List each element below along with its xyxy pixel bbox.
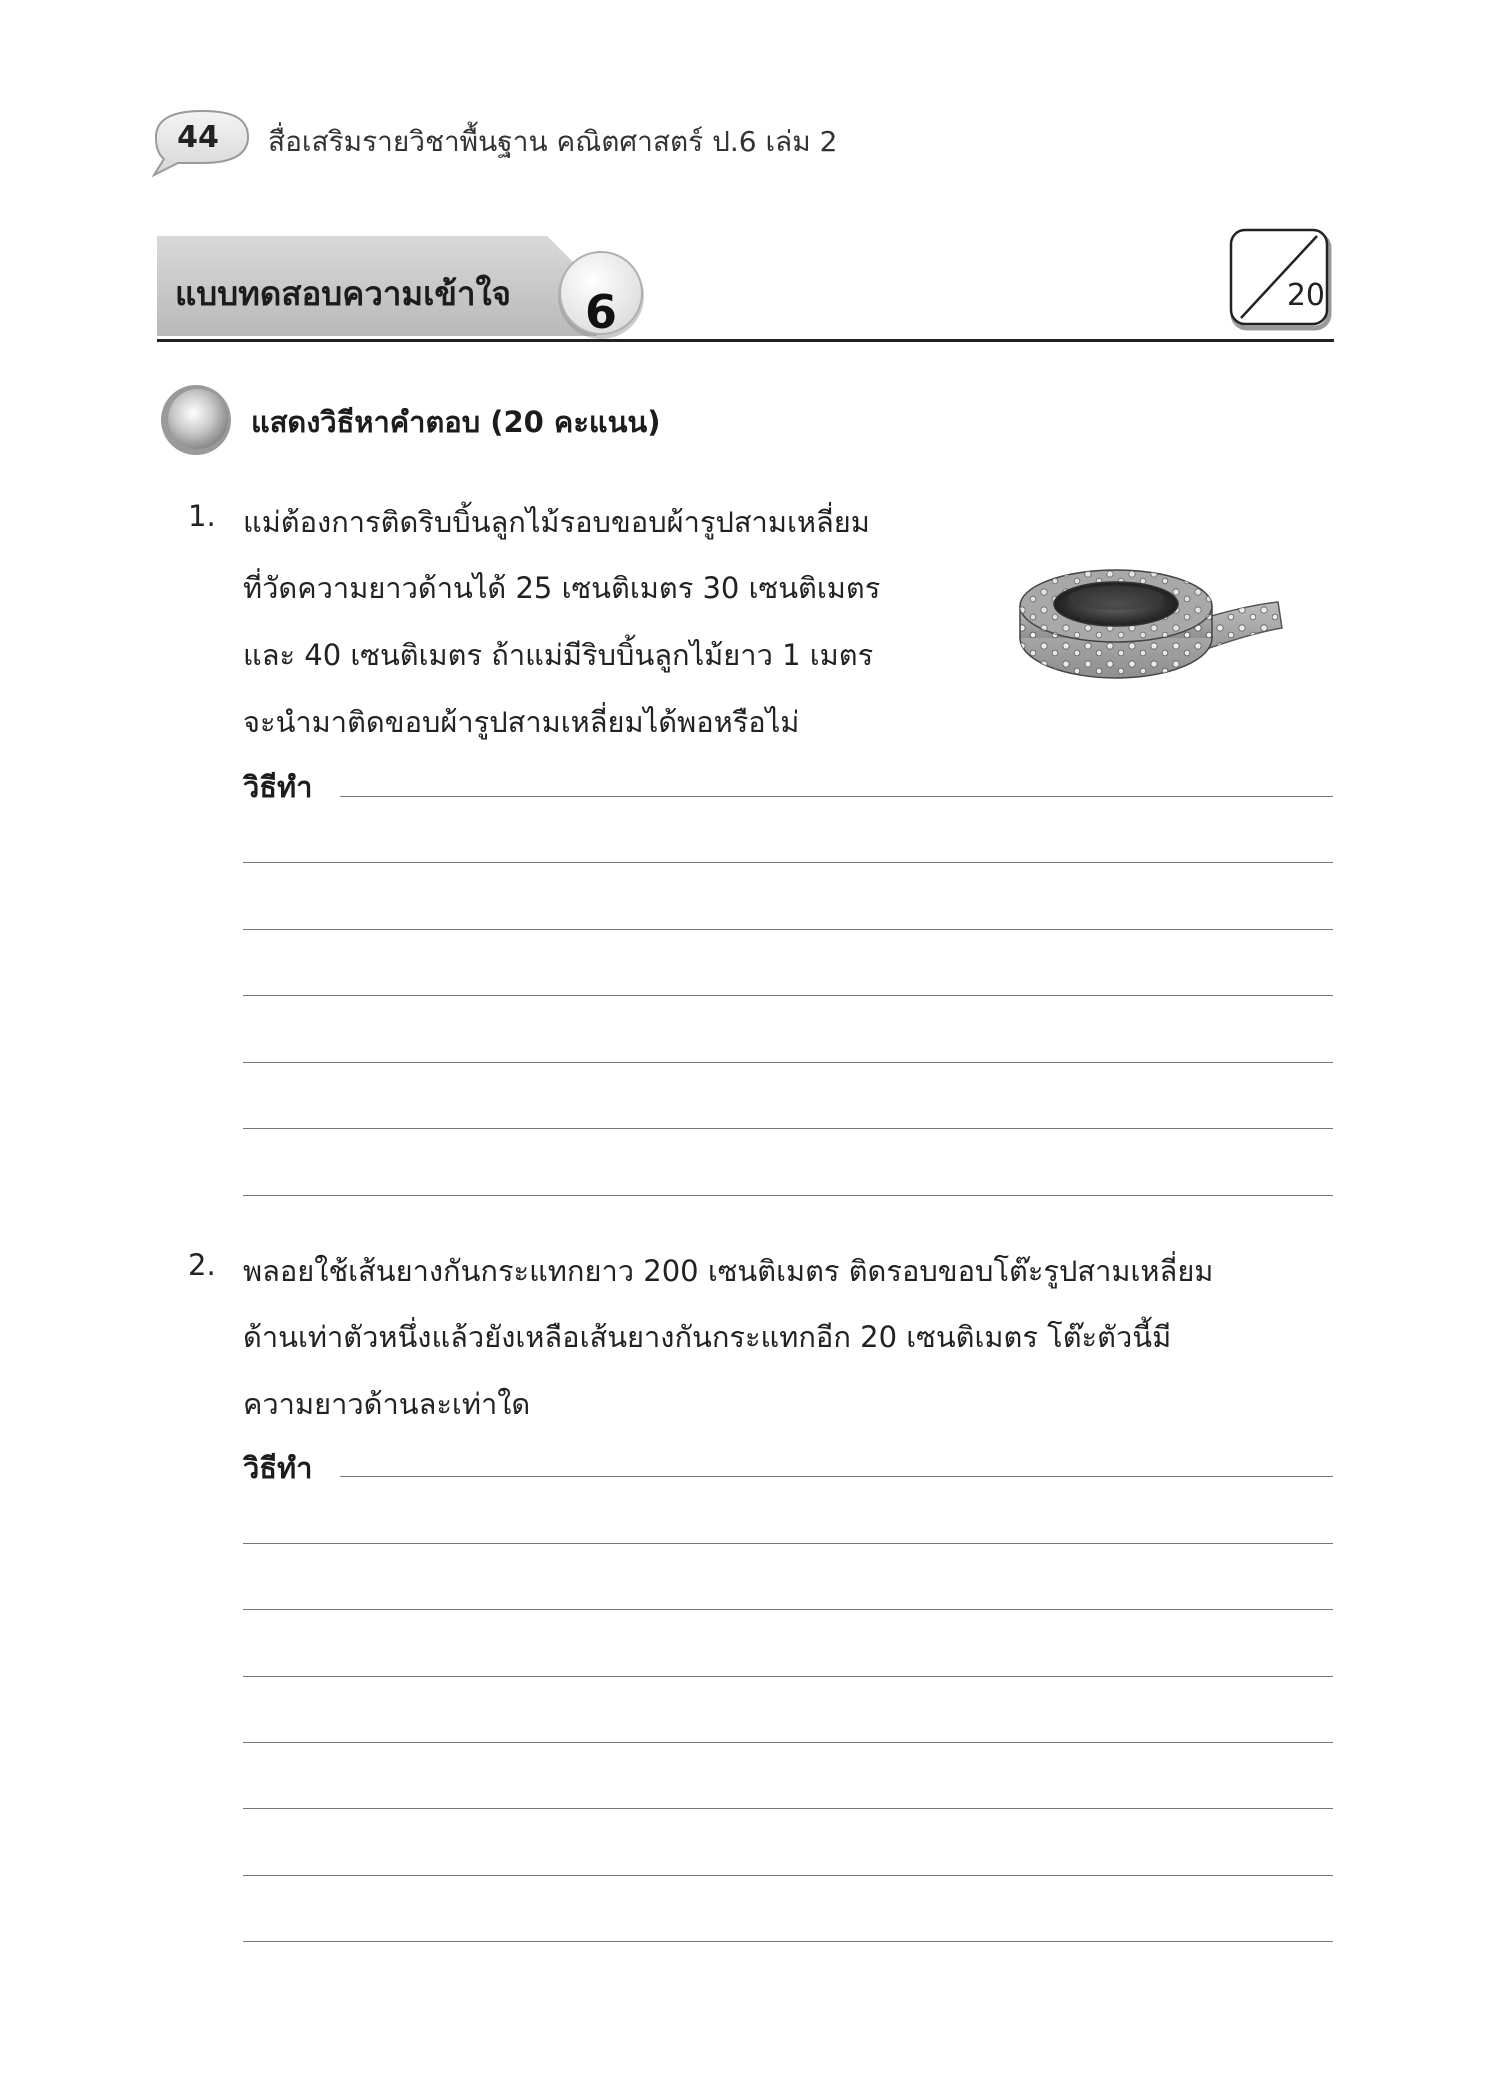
book-title: สื่อเสริมรายวิชาพื้นฐาน คณิตศาสตร์ ป.6 เล่ม 2 xyxy=(268,125,838,158)
question-1-method-label: วิธีทำ xyxy=(243,770,313,804)
answer-line[interactable] xyxy=(243,1609,1333,1610)
answer-line[interactable] xyxy=(340,1476,1333,1477)
question-2-line-3: ความยาวด้านละเท่าใด xyxy=(243,1387,531,1421)
instruction-heading: แสดงวิธีหาคำตอบ (20 คะแนน) xyxy=(251,405,661,439)
question-1-number: 1. xyxy=(188,499,216,533)
answer-line[interactable] xyxy=(243,1062,1333,1063)
score-total: 20 xyxy=(1286,278,1325,313)
answer-line[interactable] xyxy=(243,995,1333,996)
bullet-circle-icon xyxy=(158,382,234,458)
section-title: แบบทดสอบความเข้าใจ xyxy=(175,274,511,313)
question-1-line-2: ที่วัดความยาวด้านได้ 25 เซนติเมตร 30 เซนติเมตร xyxy=(243,571,881,605)
question-2-method-label: วิธีทำ xyxy=(243,1451,313,1485)
answer-line[interactable] xyxy=(243,1543,1333,1544)
answer-line[interactable] xyxy=(243,929,1333,930)
lace-ribbon-roll-image xyxy=(1016,568,1284,686)
answer-line[interactable] xyxy=(243,1742,1333,1743)
answer-line[interactable] xyxy=(243,1195,1333,1196)
question-1-line-3: และ 40 เซนติเมตร ถ้าแม่มีริบบิ้นลูกไม้ยาว 1 เมตร xyxy=(243,638,874,672)
answer-line[interactable] xyxy=(243,1128,1333,1129)
section-number: 6 xyxy=(584,285,617,339)
answer-line[interactable] xyxy=(243,1676,1333,1677)
answer-line[interactable] xyxy=(243,1941,1333,1942)
question-2-line-1: พลอยใช้เส้นยางกันกระแทกยาว 200 เซนติเมตร ติดรอบขอบโต๊ะรูปสามเหลี่ยม xyxy=(243,1254,1214,1288)
answer-line[interactable] xyxy=(340,796,1333,797)
question-2-line-2: ด้านเท่าตัวหนึ่งแล้วยังเหลือเส้นยางกันกระแทกอีก 20 เซนติเมตร โต๊ะตัวนี้มี xyxy=(243,1320,1172,1354)
question-1-line-1: แม่ต้องการติดริบบิ้นลูกไม้รอบขอบผ้ารูปสามเหลี่ยม xyxy=(243,505,870,539)
answer-line[interactable] xyxy=(243,862,1333,863)
page-number: 44 xyxy=(177,120,219,155)
header-rule xyxy=(157,339,1334,342)
answer-line[interactable] xyxy=(243,1875,1333,1876)
question-2-number: 2. xyxy=(188,1248,216,1282)
answer-line[interactable] xyxy=(243,1808,1333,1809)
question-1-line-4: จะนำมาติดขอบผ้ารูปสามเหลี่ยมได้พอหรือไม่ xyxy=(243,705,800,739)
